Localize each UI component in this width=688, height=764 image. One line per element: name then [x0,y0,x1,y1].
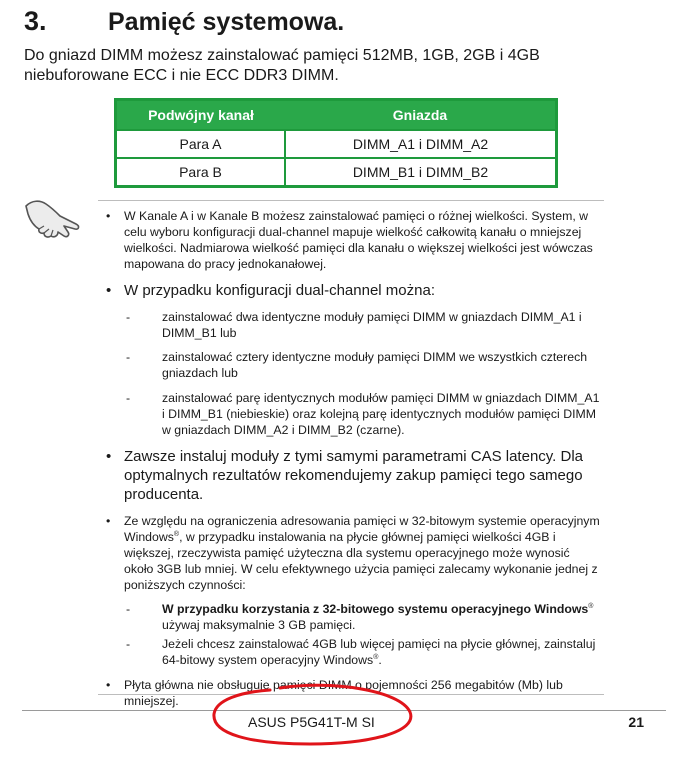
table-header-channel: Podwójny kanał [117,101,285,130]
section-number: 3. [24,6,47,36]
table-cell: Para B [117,158,285,185]
note-text: Płyta główna nie obsługuje pamięci DIMM o pojemności 256 megabitów (Mb) lub mniejszej. [124,678,563,708]
table-header-slots: Gniazda [285,101,555,130]
note-item [104,281,602,438]
page-number: 21 [628,714,644,730]
pointing-hand-icon [22,196,82,244]
note-text: Ze względu na ograniczenia adresowania pamięci w 32-bitowym systemie operacyjnym Windows®, w przypadku instalowania na płycie głównej pamięci wielkości 4GB i większej, rzeczywista pamięć użyteczna dla systemu operacyjnego może wynosić około 3GB lub mniej. W celu efektywnego użycia pamięci zalecamy wykonanie jednej z poniższych czynności: [124,514,600,592]
bullet: • [106,209,111,223]
dash: - [126,310,131,324]
sub-item [124,309,602,341]
table-row [117,130,555,158]
sub-item-text: Jeżeli chcesz zainstalować 4GB lub więcej pamięci na płycie głównej, zainstaluj 64-bitowy system operacyjny Windows®. [162,637,596,667]
note-item [104,513,602,668]
sub-item [124,349,602,381]
dash: - [126,391,131,405]
bullet: • [106,514,111,528]
sub-item-text: zainstalować cztery identyczne moduły pamięci DIMM we wszystkich czterech gniazdach lub [162,350,588,380]
bullet: • [106,282,112,299]
intro-paragraph: Do gniazd DIMM możesz zainstalować pamięci 512MB, 1GB, 2GB i 4GB niebuforowane ECC i nie ECC DDR3 DIMM. [24,47,540,84]
dash: - [126,602,131,616]
sub-item-text: zainstalować parę identycznych modułów pamięci DIMM w gniazdach DIMM_A1 i DIMM_B1 (niebieskie) oraz kolejną parę identycznych modułów pamięci DIMM w gniazdach DIMM_A2 i DIMM_B2 (czarne). [162,391,600,437]
note-item [104,208,602,272]
dash: - [126,637,131,651]
channel-table [114,98,558,188]
note-text: Zawsze instaluj moduły z tymi samymi parametrami CAS latency. Dla optymalnych rezultatów rekomendujemy zakup pamięci tego samego producenta. [124,448,584,503]
table-cell: Para A [117,130,285,158]
note-top-rule [98,200,604,201]
sub-item-text: zainstalować dwa identyczne moduły pamięci DIMM w gniazdach DIMM_A1 i DIMM_B1 lub [162,310,582,340]
section-title: Pamięć systemowa. [108,8,345,36]
dash: - [126,350,131,364]
footer-model: ASUS P5G41T-M SI [248,714,375,730]
sub-item [124,390,602,438]
sub-item-text: W przypadku korzystania z 32-bitowego systemu operacyjnego Windows® używaj maksymalnie 3 GB pamięci. [162,602,594,632]
red-annotation-circle [210,682,416,748]
note-text: W przypadku konfiguracji dual-channel można: [124,282,435,299]
table-row [117,158,555,185]
bullet: • [106,448,112,465]
sub-item [124,601,602,633]
bullet: • [106,678,111,692]
note-text: W Kanale A i w Kanale B możesz zainstalować pamięci o różnej wielkości. System, w celu wyboru konfiguracji dual-channel mapuje wielkość całkowitą kanału o mniejszej wielkości. Nadmiarowa wielkość pamięci dla kanału o większej wielkości jest wówczas mapowana do pracy jednokanałowej. [124,209,593,271]
section-heading [24,6,344,42]
notes-list [104,208,602,718]
table-cell: DIMM_A1 i DIMM_A2 [285,130,555,158]
note-item [104,447,602,504]
table-cell: DIMM_B1 i DIMM_B2 [285,158,555,185]
sub-item [124,636,602,668]
